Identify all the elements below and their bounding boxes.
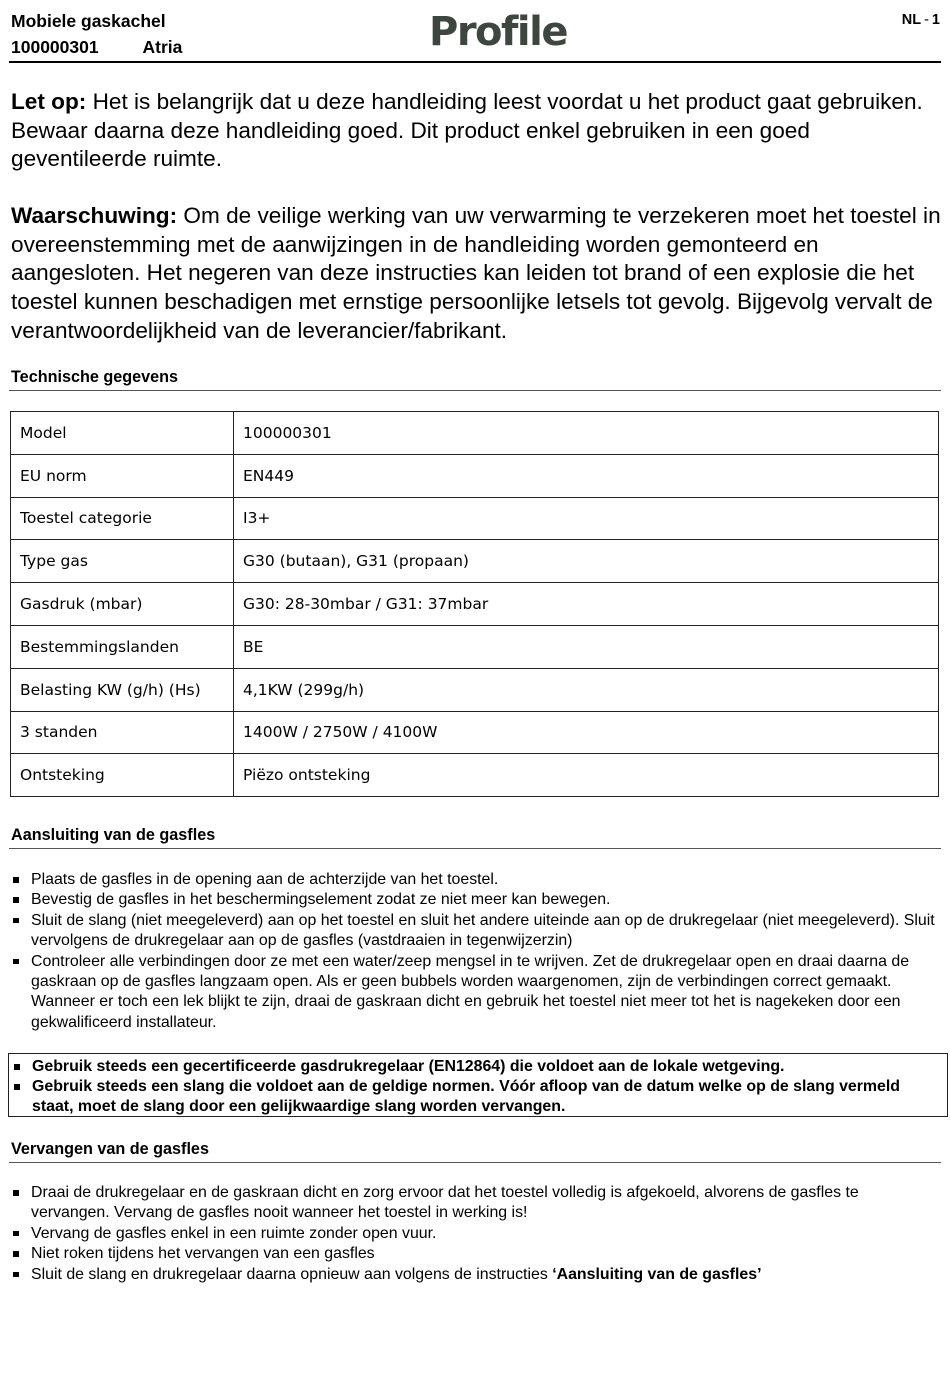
specs-divider xyxy=(9,390,941,391)
spec-value: G30: 28-30mbar / G31: 37mbar xyxy=(234,583,939,626)
spec-value: Piëzo ontsteking xyxy=(234,754,939,797)
table-row xyxy=(11,540,939,583)
list-item: Gebruik steeds een gecertificeerde gasdrukregelaar (EN12864) die voldoet aan de lokale wetgeving. xyxy=(12,1057,942,1077)
replace-section-reference: ‘Aansluiting van de gasfles’ xyxy=(552,1265,762,1283)
notice-text: Het is belangrijk dat u deze handleiding leest voordat u het product gaat gebruiken. Bewaar daarna deze handleiding goed. Dit product enkel gebruiken in een goed geventileerde ruimte. xyxy=(11,89,923,172)
list-item: Controleer alle verbindingen door ze met een water/zeep mengsel in te wrijven. Zet de drukregelaar open en draai daarna de gaskraan op de gasfles langzaam open. Als er geen bubbels worden waargenomen, zijn de verbindingen correct gemaakt. Wanneer er toch een lek blijkt te zijn, draai de gaskraan dicht en gebruik het toestel niet meer tot het is nagekeken door een gekwalificeerd installateur. xyxy=(11,952,941,1034)
table-row xyxy=(11,625,939,668)
table-row xyxy=(11,754,939,797)
product-heading xyxy=(11,8,182,60)
important-box xyxy=(8,1053,948,1117)
spec-key: Bestemmingslanden xyxy=(11,625,234,668)
list-item: Plaats de gasfles in de opening aan de achterzijde van het toestel. xyxy=(11,870,941,890)
spec-value: G30 (butaan), G31 (propaan) xyxy=(234,540,939,583)
specs-title: Technische gegevens xyxy=(11,368,179,386)
table-row xyxy=(11,668,939,711)
notice-paragraph xyxy=(11,88,943,174)
warning-label: Waarschuwing: xyxy=(11,203,178,228)
spec-key: Model xyxy=(11,412,234,455)
table-row xyxy=(11,412,939,455)
page-number xyxy=(902,12,940,28)
replace-last-text: Sluit de slang en drukregelaar daarna opnieuw aan volgens de instructies xyxy=(31,1265,553,1283)
list-item: Bevestig de gasfles in het beschermingselement zodat ze niet meer kan bewegen. xyxy=(11,890,941,910)
replace-steps xyxy=(11,1183,941,1285)
table-row xyxy=(11,583,939,626)
spec-value: EN449 xyxy=(234,454,939,497)
important-list xyxy=(12,1057,942,1117)
page-separator: - xyxy=(924,12,929,28)
spec-value: 100000301 xyxy=(234,412,939,455)
spec-key: Belasting KW (g/h) (Hs) xyxy=(11,668,234,711)
product-line: Mobiele gaskachel xyxy=(11,11,166,31)
table-row xyxy=(11,454,939,497)
connection-title: Aansluiting van de gasfles xyxy=(11,826,216,844)
page-header xyxy=(11,8,940,61)
connection-divider xyxy=(9,848,941,849)
replace-title: Vervangen van de gasfles xyxy=(11,1140,209,1158)
spec-key: Type gas xyxy=(11,540,234,583)
warning-text: Om de veilige werking van uw verwarming te verzekeren moet het toestel in overeenstemming met de aanwijzingen in de handleiding worden gemonteerd en aangesloten. Het negeren van deze instructies kan leiden tot brand of een explosie die het toestel kunnen beschadigen met ernstige persoonlijke letsels tot gevolg. Bijgevolg vervalt de verantwoordelijkheid van de leverancier/fabrikant. xyxy=(11,203,941,343)
product-code: 100000301 Atria xyxy=(11,37,183,57)
spec-value: 1400W / 2750W / 4100W xyxy=(234,711,939,754)
spec-key: Ontsteking xyxy=(11,754,234,797)
page-index: 1 xyxy=(931,12,940,28)
replace-divider xyxy=(9,1162,941,1163)
table-row xyxy=(11,711,939,754)
list-item xyxy=(11,1265,941,1285)
warning-paragraph xyxy=(11,202,943,346)
spec-key: EU norm xyxy=(11,454,234,497)
connection-steps xyxy=(11,870,941,1033)
list-item: Draai de drukregelaar en de gaskraan dicht en zorg ervoor dat het toestel volledig is afgekoeld, alvorens de gasfles te vervangen. Vervang de gasfles nooit wanneer het toestel in werking is! xyxy=(11,1183,941,1224)
spec-value: I3+ xyxy=(234,497,939,540)
notice-label: Let op: xyxy=(11,89,87,114)
list-item: Sluit de slang (niet meegeleverd) aan op het toestel en sluit het andere uiteinde aan op de drukregelaar (niet meegeleverd). Sluit vervolgens de drukregelaar aan op de gasfles (vastdraaien in tegenwijzerzin) xyxy=(11,911,941,952)
header-divider xyxy=(9,61,941,63)
spec-value: BE xyxy=(234,625,939,668)
specs-table xyxy=(10,411,939,797)
profile-logo: Profile xyxy=(429,9,567,55)
list-item: Niet roken tijdens het vervangen van een gasfles xyxy=(11,1244,941,1264)
page-language: NL xyxy=(901,12,922,28)
list-item: Gebruik steeds een slang die voldoet aan de geldige normen. Vóór afloop van de datum welke op de slang vermeld staat, moet de slang door een gelijkwaardige slang worden vervangen. xyxy=(12,1077,942,1117)
spec-key: 3 standen xyxy=(11,711,234,754)
list-item: Vervang de gasfles enkel in een ruimte zonder open vuur. xyxy=(11,1224,941,1244)
table-row xyxy=(11,497,939,540)
spec-value: 4,1KW (299g/h) xyxy=(234,668,939,711)
spec-key: Gasdruk (mbar) xyxy=(11,583,234,626)
spec-key: Toestel categorie xyxy=(11,497,234,540)
